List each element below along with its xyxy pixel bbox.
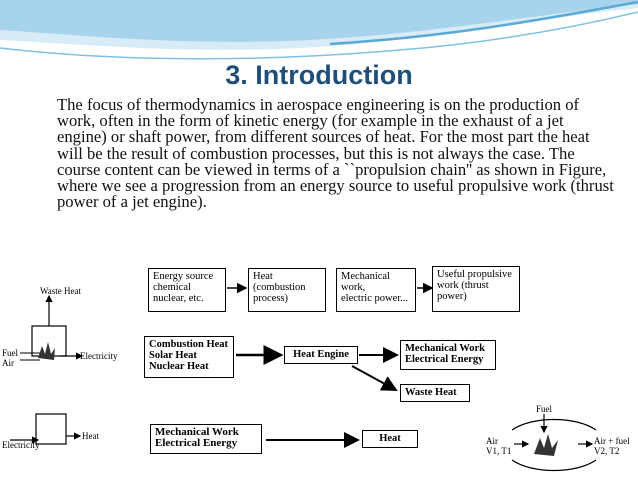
chain-box-heat-line3: process) [253, 293, 288, 304]
combustor-outlet-air-label: Air + fuel [594, 436, 630, 446]
left-engine-panel [0, 282, 118, 380]
combustor-outlet-state-label: V2, T2 [594, 446, 620, 456]
chain-box-energy-source-line2: chemical [153, 282, 191, 293]
chain-box-useful-propulsive-work [432, 266, 520, 312]
heat-engine-panel [140, 332, 498, 408]
heat-engine-label: Heat Engine [293, 349, 349, 360]
chain-box-heat-line2: (combustion [253, 282, 306, 293]
heater-electricity-label: Electricity [2, 440, 40, 450]
waste-heat-label: Waste Heat [405, 387, 457, 398]
chain-box-energy-source-line1: Energy source [153, 271, 214, 282]
combustor-inlet-air-label: Air [486, 436, 498, 446]
chain-box-useful-line3: power) [437, 291, 467, 302]
heater-heat-label: Heat [82, 431, 99, 441]
chain-box-mechanical-line1: Mechanical [341, 271, 390, 282]
conversion-panel [146, 420, 422, 470]
slide-title: 3. Introduction [225, 60, 413, 90]
heat-engine-arrows [140, 332, 498, 408]
left-waste-heat-label: Waste Heat [40, 286, 82, 296]
engine-output-mechanical: Mechanical Work [405, 343, 486, 354]
heater-panel [0, 404, 106, 474]
left-engine-diagram [0, 282, 112, 380]
left-electricity-label: Electricity [80, 351, 118, 361]
conversion-output-heat: Heat [379, 433, 401, 444]
heat-source-solar: Solar Heat [149, 350, 197, 361]
combustor-fuel-label: Fuel [536, 404, 553, 414]
left-air-label: Air [2, 358, 14, 368]
chain-box-mechanical-line2: work, [341, 282, 366, 293]
chain-box-useful-line2: work (thrust [437, 280, 489, 291]
combustor-panel [484, 404, 634, 476]
chain-box-useful-line1: Useful propulsive [437, 269, 512, 280]
conversion-arrow [146, 420, 422, 470]
chain-box-mechanical-line3: electric power... [341, 293, 409, 304]
chain-box-heat-line1: Heat [253, 271, 273, 282]
combustor-inlet-state-label: V1, T1 [486, 446, 512, 456]
slide-body-text: The focus of thermodynamics in aerospace engineering is on the production of work, often in the form of kinetic energy (for example in the exhaust of a jet engine) or shaft power, from different sources of heat. For the most part the heat will be the result of combustion processes, but this is not always the case. The course content can be viewed in terms of a ``propulsion chain'' as shown in Figure, where we see a progression from an energy source to useful propulsive work (thrust power of a jet engine). [57, 95, 614, 212]
engine-output-electrical: Electrical Energy [405, 354, 484, 365]
heat-source-combustion: Combustion Heat [149, 339, 229, 350]
left-fuel-label: Fuel [2, 348, 19, 358]
heat-source-nuclear: Nuclear Heat [149, 361, 209, 372]
conversion-input-electrical: Electrical Energy [155, 437, 238, 449]
conversion-input-mechanical: Mechanical Work [155, 426, 239, 438]
chain-box-energy-source-line3: nuclear, etc. [153, 293, 204, 304]
